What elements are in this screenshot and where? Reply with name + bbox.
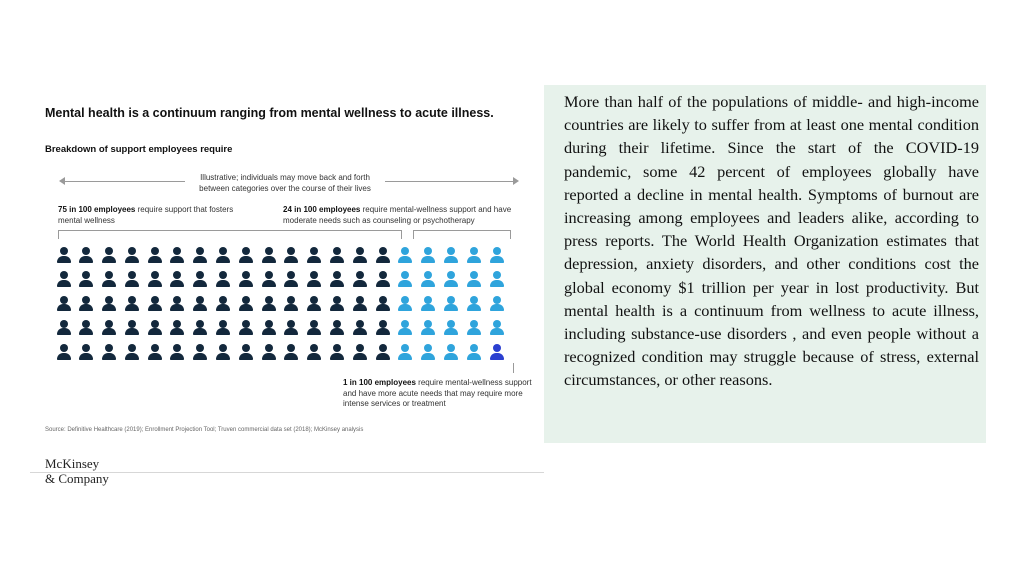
- person-icon: [417, 267, 440, 291]
- person-icon: [75, 243, 98, 267]
- person-icon: [98, 292, 121, 316]
- person-icon: [440, 267, 463, 291]
- group-count-acute: 1 in 100 employees: [343, 378, 416, 387]
- person-icon: [326, 243, 349, 267]
- person-icon: [120, 292, 143, 316]
- person-icon: [440, 292, 463, 316]
- person-icon: [371, 340, 394, 364]
- people-grid: [52, 243, 508, 364]
- person-icon: [303, 316, 326, 340]
- person-icon: [440, 243, 463, 267]
- person-icon: [326, 340, 349, 364]
- mckinsey-logo: [45, 456, 145, 486]
- person-icon: [280, 340, 303, 364]
- person-icon: [166, 267, 189, 291]
- person-icon: [234, 292, 257, 316]
- group-count-moderate: 24 in 100 employees: [283, 205, 361, 214]
- person-icon: [257, 316, 280, 340]
- person-icon: [348, 316, 371, 340]
- person-icon: [257, 243, 280, 267]
- logo-line-2: & Company: [45, 471, 109, 486]
- person-icon: [189, 267, 212, 291]
- group-label-acute: [343, 378, 543, 410]
- person-icon: [440, 316, 463, 340]
- logo-line-1: McKinsey: [45, 456, 100, 471]
- person-icon: [189, 340, 212, 364]
- person-icon: [462, 340, 485, 364]
- person-icon: [348, 243, 371, 267]
- person-icon: [371, 243, 394, 267]
- person-icon: [98, 267, 121, 291]
- person-icon: [371, 267, 394, 291]
- person-icon: [143, 316, 166, 340]
- person-icon: [189, 292, 212, 316]
- person-icon: [462, 316, 485, 340]
- person-icon: [75, 267, 98, 291]
- person-icon: [485, 243, 508, 267]
- person-icon: [280, 243, 303, 267]
- group-label-wellness: [58, 205, 248, 226]
- person-icon: [143, 292, 166, 316]
- person-icon: [303, 340, 326, 364]
- person-icon: [52, 340, 75, 364]
- person-icon: [120, 243, 143, 267]
- illustrative-note: Illustrative; individuals may move back and forth between categories over the course of their lives: [185, 172, 385, 194]
- group-desc-wellness: require support that fosters mental wellness: [58, 205, 234, 225]
- group-label-moderate: [283, 205, 533, 226]
- person-icon: [75, 340, 98, 364]
- person-icon: [75, 292, 98, 316]
- person-icon: [212, 267, 235, 291]
- bracket-acute: [513, 363, 514, 373]
- person-icon: [303, 267, 326, 291]
- person-icon: [303, 243, 326, 267]
- person-icon: [417, 316, 440, 340]
- infographic-title: Mental health is a continuum ranging from mental wellness to acute illness.: [45, 106, 494, 120]
- person-icon: [120, 316, 143, 340]
- person-icon: [485, 292, 508, 316]
- person-icon: [52, 292, 75, 316]
- person-icon: [485, 316, 508, 340]
- person-icon: [280, 267, 303, 291]
- person-icon: [417, 292, 440, 316]
- person-icon: [120, 267, 143, 291]
- person-icon: [394, 340, 417, 364]
- person-icon: [234, 243, 257, 267]
- person-icon: [417, 243, 440, 267]
- person-icon: [280, 292, 303, 316]
- person-icon: [326, 267, 349, 291]
- person-icon: [257, 292, 280, 316]
- person-icon: [98, 243, 121, 267]
- person-icon: [257, 267, 280, 291]
- footer-divider: [30, 472, 544, 473]
- person-icon: [326, 292, 349, 316]
- person-icon: [348, 340, 371, 364]
- person-icon: [143, 340, 166, 364]
- person-icon: [98, 340, 121, 364]
- infographic-subtitle: Breakdown of support employees require: [45, 144, 233, 155]
- person-icon: [485, 267, 508, 291]
- person-icon: [212, 292, 235, 316]
- person-icon: [462, 292, 485, 316]
- infographic: [30, 95, 544, 486]
- text-panel: [544, 85, 986, 443]
- group-count-wellness: 75 in 100 employees: [58, 205, 136, 214]
- person-icon: [280, 316, 303, 340]
- person-icon: [212, 340, 235, 364]
- person-icon: [440, 340, 463, 364]
- text-panel-paragraph: More than half of the populations of middle- and high-income countries are likely to suffer from at least one mental condition during their lifetime. Since the start of the COVID-19 pandemic, some 42 percent of employees globally have reported a decline in mental health. Symptoms of burnout are increasing among employees and leaders alike, according to press reports. The World Health Organization estimates that depression, anxiety disorders, and other conditions cost the global economy $1 trillion per year in lost productivity. But mental health is a continuum from wellness to acute illness, including substance-use disorders , and even people without a recognized condition may struggle because of stress, external circumstances, or other reasons.: [564, 92, 979, 390]
- group-desc-moderate: require mental-wellness support and have moderate needs such as counseling or psychotherapy: [283, 205, 512, 225]
- person-icon: [371, 316, 394, 340]
- person-icon: [166, 292, 189, 316]
- person-icon: [234, 340, 257, 364]
- person-icon: [303, 292, 326, 316]
- source-note: Source: Definitive Healthcare (2019); Enrollment Projection Tool; Truven commercial data set (2018); McKinsey analysis: [45, 427, 364, 433]
- person-icon: [371, 292, 394, 316]
- person-icon: [394, 267, 417, 291]
- person-icon: [166, 340, 189, 364]
- person-icon: [166, 243, 189, 267]
- person-icon: [189, 316, 212, 340]
- person-icon: [234, 267, 257, 291]
- person-icon: [189, 243, 212, 267]
- person-icon: [166, 316, 189, 340]
- person-icon: [143, 267, 166, 291]
- person-icon: [98, 316, 121, 340]
- group-desc-acute: require mental-wellness support and have more acute needs that may require more intense services or treatment: [343, 378, 532, 408]
- person-icon: [485, 340, 508, 364]
- person-icon: [348, 267, 371, 291]
- person-icon: [462, 243, 485, 267]
- person-icon: [52, 316, 75, 340]
- person-icon: [234, 316, 257, 340]
- bracket-wellness: [58, 230, 402, 239]
- arrow-right-icon: [513, 177, 519, 185]
- person-icon: [462, 267, 485, 291]
- person-icon: [143, 243, 166, 267]
- person-icon: [75, 316, 98, 340]
- person-icon: [257, 340, 280, 364]
- person-icon: [394, 243, 417, 267]
- person-icon: [394, 316, 417, 340]
- person-icon: [417, 340, 440, 364]
- person-icon: [212, 243, 235, 267]
- person-icon: [348, 292, 371, 316]
- bracket-moderate: [413, 230, 511, 239]
- arrow-left-icon: [59, 177, 65, 185]
- person-icon: [326, 316, 349, 340]
- person-icon: [52, 267, 75, 291]
- person-icon: [120, 340, 143, 364]
- person-icon: [52, 243, 75, 267]
- person-icon: [212, 316, 235, 340]
- person-icon: [394, 292, 417, 316]
